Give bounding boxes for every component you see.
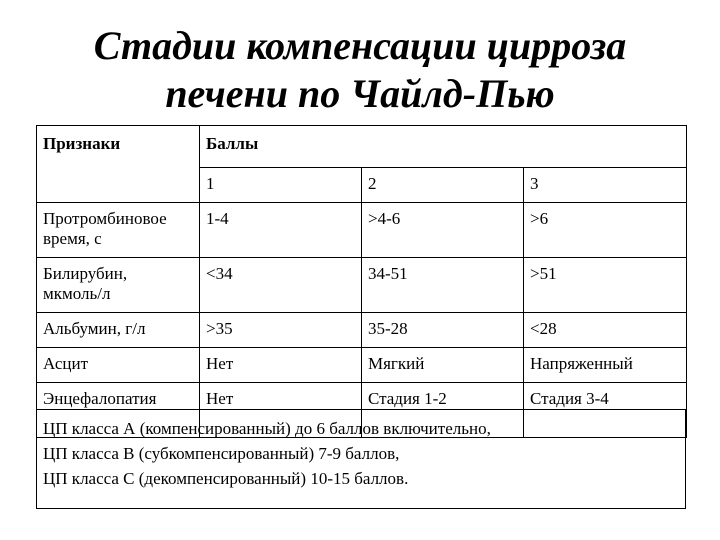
table-row [37,258,687,313]
classification-note [36,409,686,509]
row-sign [37,203,200,258]
row-sign: Асцит [37,348,200,383]
row-sign-line-1: Протромбиновое [43,209,167,228]
row-sign: Альбумин, г/л [37,313,200,348]
row-value-3: >6 [524,203,687,258]
row-sign-line-2: время, с [43,229,102,248]
row-value-3: >51 [524,258,687,313]
note-line-class-a: ЦП класса А (компенсированный) до 6 баллов включительно, [43,419,491,438]
table-row [37,313,687,348]
row-value-2: Мягкий [362,348,524,383]
row-sign-line-2: мкмоль/л [43,284,111,303]
row-sign [37,258,200,313]
row-value-1: >35 [200,313,362,348]
header-score-2: 2 [362,168,524,203]
header-score-1: 1 [200,168,362,203]
row-value-2: >4-6 [362,203,524,258]
header-points: Баллы [200,126,687,168]
row-sign: Энцефалопатия [37,383,200,438]
table-row [37,348,687,383]
row-value-3: <28 [524,313,687,348]
row-value-2: Стадия 1-2 [362,383,524,438]
header-signs: Признаки [37,126,200,203]
row-value-3: Напряженный [524,348,687,383]
row-value-1: <34 [200,258,362,313]
table-header-row [37,126,687,168]
page-title [0,22,720,118]
row-value-2: 34-51 [362,258,524,313]
header-score-3: 3 [524,168,687,203]
child-pugh-table [36,125,687,438]
note-line-class-b: ЦП класса В (субкомпенсированный) 7-9 баллов, [43,444,400,463]
title-line-2: печени по Чайлд-Пью [165,71,555,116]
row-sign-line-1: Билирубин, [43,264,128,283]
row-value-1: Нет [200,348,362,383]
table-row [37,203,687,258]
row-value-1: 1-4 [200,203,362,258]
row-value-1: Нет [200,383,362,438]
row-value-3: Стадия 3-4 [524,383,687,438]
title-line-1: Стадии компенсации цирроза [93,23,627,68]
note-line-class-c: ЦП класса С (декомпенсированный) 10-15 баллов. [43,469,409,488]
row-value-2: 35-28 [362,313,524,348]
